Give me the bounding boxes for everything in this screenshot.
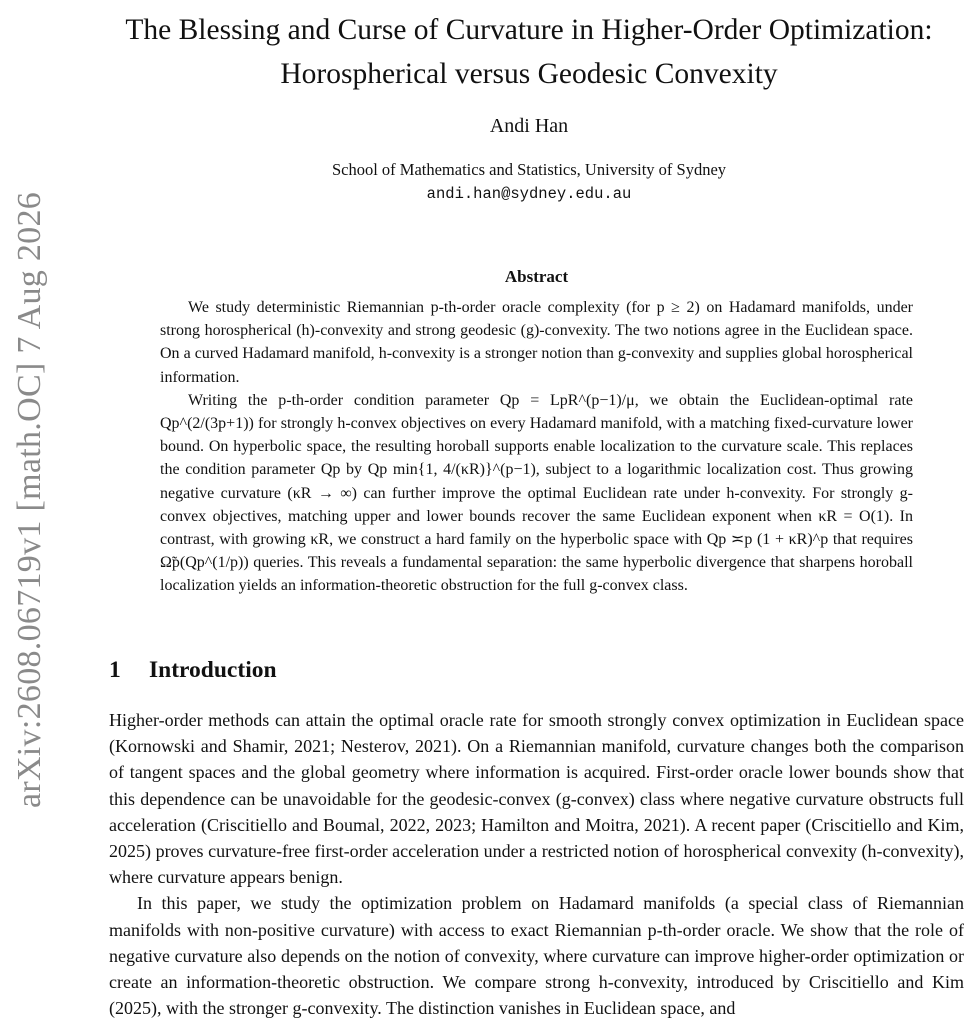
affiliation: School of Mathematics and Statistics, University of Sydney	[331, 160, 727, 179]
abstract-paragraph-2: Writing the p-th-order condition parameter Qp = LpR^(p−1)/μ, we obtain the Euclidean-optimal rate Qp^(2/(3p+1)) for strongly h-convex objectives on every Hadamard manifold, with a matching fixed-curvature lower bound. On hyperbolic space, the resulting horoball supports enable localization to the curvature scale. This replaces the condition parameter Qp by Qp min{1, 4/(κR)}^(p−1), subject to a logarithmic localization cost. Thus growing negative curvature (κR → ∞) can further improve the optimal Euclidean rate under h-convexity. For strongly g-convex objectives, matching upper and lower bounds recover the same Euclidean exponent when κR = O(1). In contrast, with growing κR, we construct a hard family on the hyperbolic space with Qp ≍p (1 + κR)^p that requires Ω̃p(Qp^(1/p)) queries. This reveals a fundamental separation: the same hyperbolic divergence that sharpens horoball localization yields an information-theoretic obstruction for the full g-convex class.	[160, 391, 913, 595]
introduction-body	[109, 707, 964, 1021]
arxiv-stamp	[0, 0, 60, 1000]
abstract-heading: Abstract	[504, 267, 569, 286]
section-number: 1	[109, 657, 121, 683]
section-heading-introduction	[109, 657, 277, 684]
author-email: andi.han@sydney.edu.au	[426, 185, 632, 203]
intro-paragraph-2: In this paper, we study the optimization problem on Hadamard manifolds (a special class of Riemannian manifolds with non-positive curvature) with access to exact Riemannian p-th-order oracle. We show that the role of negative curvature also depends on the notion of convexity, where curvature can improve higher-order optimization or create an information-theoretic obstruction. We compare strong h-convexity, introduced by Criscitiello and Kim (2025), with the stronger g-convexity. The distinction vanishes in Euclidean space, and	[109, 893, 964, 1019]
abstract	[160, 296, 913, 598]
intro-paragraph-1: Higher-order methods can attain the optimal oracle rate for smooth strongly convex optimization in Euclidean space (Kornowski and Shamir, 2021; Nesterov, 2021). On a Riemannian manifold, curvature changes both the comparison of tangent spaces and the global geometry where information is acquired. First-order oracle lower bounds show that this dependence can be unavoidable for the geodesic-convex (g-convex) class where negative curvature obstructs full acceleration (Criscitiello and Boumal, 2022, 2023; Hamilton and Moitra, 2021). A recent paper (Criscitiello and Kim, 2025) proves curvature-free first-order acceleration under a restricted notion of horospherical convexity (h-convexity), where curvature appears benign.	[109, 710, 964, 888]
title-line-2: Horospherical versus Geodesic Convexity	[280, 58, 778, 90]
abstract-paragraph-1: We study deterministic Riemannian p-th-order oracle complexity (for p ≥ 2) on Hadamard manifolds, under strong horospherical (h)-convexity and strong geodesic (g)-convexity. The two notions agree in the Euclidean space. On a curved Hadamard manifold, h-convexity is a stronger notion than g-convexity and supplies global horospherical information.	[160, 299, 913, 386]
arxiv-id: arXiv:2608.06719v1 [math.OC] 7 Aug 2026	[11, 191, 48, 809]
title-line-1: The Blessing and Curse of Curvature in Higher-Order Optimization:	[125, 14, 933, 46]
author: Andi Han	[489, 115, 569, 137]
paper-title	[80, 8, 978, 96]
section-title: Introduction	[149, 657, 277, 683]
